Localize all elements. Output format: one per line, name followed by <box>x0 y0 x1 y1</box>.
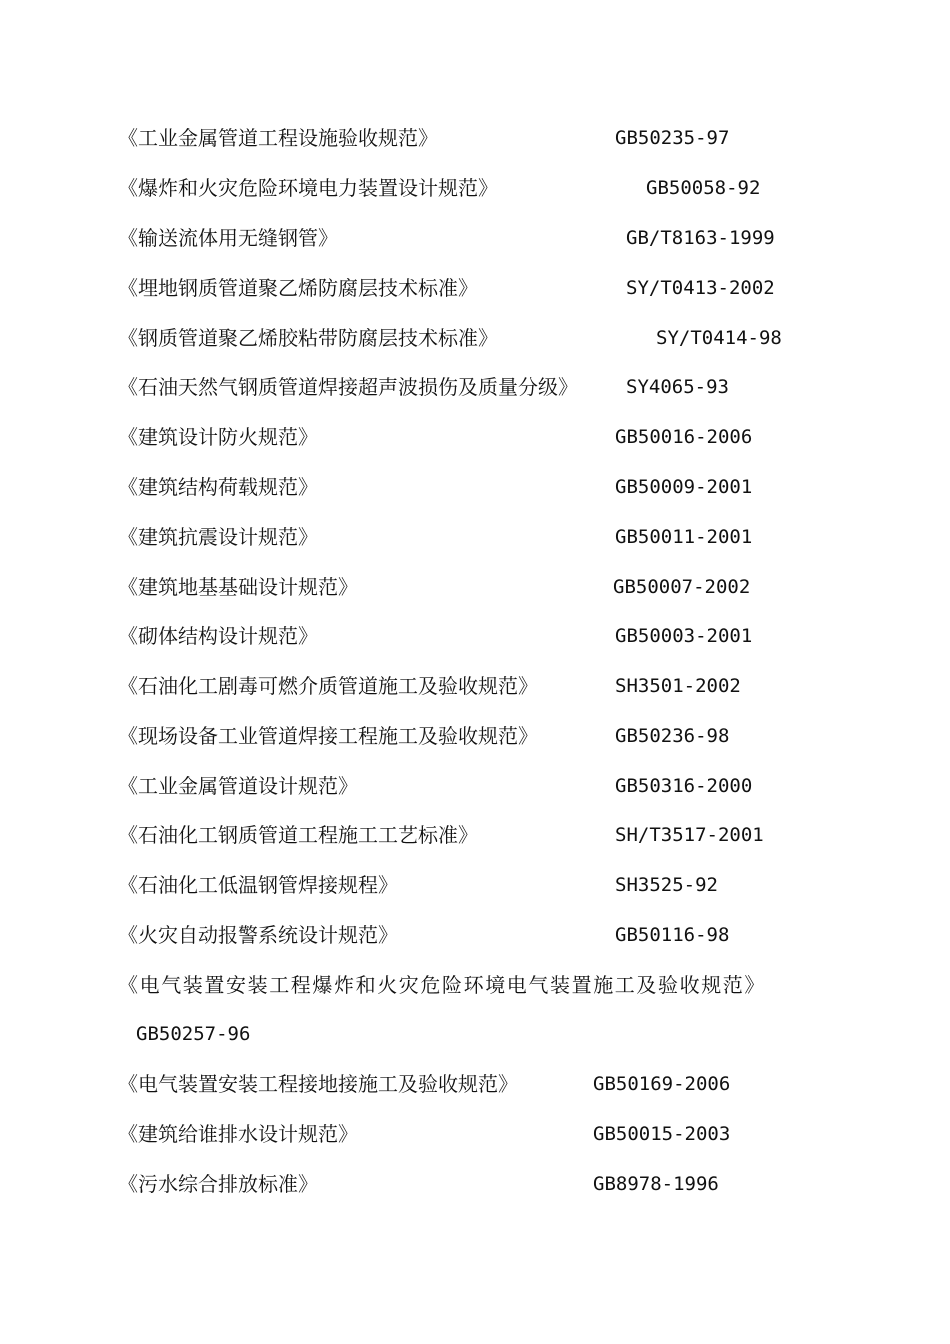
standard-item <box>118 273 775 303</box>
standard-code: GB50003-2001 <box>615 625 753 647</box>
standard-title: 《输送流体用无缝钢管》 <box>118 226 338 250</box>
standard-code: SH3501-2002 <box>615 675 741 697</box>
standard-code: GB50011-2001 <box>615 526 753 548</box>
standard-title: 《钢质管道聚乙烯胶粘带防腐层技术标准》 <box>118 326 498 350</box>
standard-title: 《电气装置安装工程爆炸和火灾危险环境电气装置施工及验收规范》 <box>118 973 766 997</box>
standard-item <box>118 173 761 203</box>
standard-item <box>118 1119 731 1149</box>
standard-code: GB50257-96 <box>136 1023 251 1045</box>
standard-item <box>118 223 775 253</box>
standard-title: 《建筑给谁排水设计规范》 <box>118 1122 358 1146</box>
standard-code: GB50235-97 <box>615 127 730 149</box>
standard-item <box>118 671 741 701</box>
standard-title: 《现场设备工业管道焊接工程施工及验收规范》 <box>118 724 538 748</box>
standard-code: GB50015-2003 <box>593 1123 731 1145</box>
standard-item <box>118 522 753 552</box>
standard-code: GB50058-92 <box>646 177 761 199</box>
standard-title: 《火灾自动报警系统设计规范》 <box>118 923 398 947</box>
standard-item <box>118 422 753 452</box>
standard-title: 《污水综合排放标准》 <box>118 1172 318 1196</box>
standard-item <box>118 771 753 801</box>
standard-title: 《工业金属管道工程设施验收规范》 <box>118 126 438 150</box>
standard-title: 《爆炸和火灾危险环境电力装置设计规范》 <box>118 176 498 200</box>
standard-item <box>118 621 753 651</box>
standard-code: SY4065-93 <box>626 376 729 398</box>
standard-title: 《电气装置安装工程接地接施工及验收规范》 <box>118 1072 518 1096</box>
standard-title: 《埋地钢质管道聚乙烯防腐层技术标准》 <box>118 276 478 300</box>
standard-title: 《石油化工剧毒可燃介质管道施工及验收规范》 <box>118 674 538 698</box>
standard-item <box>118 323 782 353</box>
standard-item <box>118 1069 731 1099</box>
standard-code: GB50169-2006 <box>593 1073 731 1095</box>
standard-title: 《工业金属管道设计规范》 <box>118 774 358 798</box>
standard-title: 《建筑抗震设计规范》 <box>118 525 318 549</box>
standard-code: GB8978-1996 <box>593 1173 719 1195</box>
standard-item <box>118 920 730 950</box>
standard-item <box>118 820 764 850</box>
standard-title: 《建筑结构荷载规范》 <box>118 475 318 499</box>
standard-code: GB50236-98 <box>615 725 730 747</box>
standard-code: GB/T8163-1999 <box>626 227 775 249</box>
standard-item <box>118 1169 719 1199</box>
standard-code: SY/T0413-2002 <box>626 277 775 299</box>
standard-item <box>118 472 753 502</box>
standard-code: GB50007-2002 <box>613 576 751 598</box>
standard-title: 《建筑设计防火规范》 <box>118 425 318 449</box>
standard-code: SH3525-92 <box>615 874 718 896</box>
standard-code: GB50116-98 <box>615 924 730 946</box>
standard-code: GB50016-2006 <box>615 426 753 448</box>
standard-item <box>118 372 729 402</box>
standard-code: GB50316-2000 <box>615 775 753 797</box>
standard-code: GB50009-2001 <box>615 476 753 498</box>
standard-title: 《砌体结构设计规范》 <box>118 624 318 648</box>
standard-code: SY/T0414-98 <box>656 327 782 349</box>
standard-title: 《石油化工钢质管道工程施工工艺标准》 <box>118 823 478 847</box>
standard-code: SH/T3517-2001 <box>615 824 764 846</box>
standard-item <box>118 870 718 900</box>
standard-item <box>118 970 766 1000</box>
standard-item <box>118 721 730 751</box>
standard-title: 《石油化工低温钢管焊接规程》 <box>118 873 398 897</box>
standard-item <box>118 572 751 602</box>
standard-title: 《石油天然气钢质管道焊接超声波损伤及质量分级》 <box>118 375 578 399</box>
standard-item <box>118 123 730 153</box>
standard-title: 《建筑地基基础设计规范》 <box>118 575 358 599</box>
